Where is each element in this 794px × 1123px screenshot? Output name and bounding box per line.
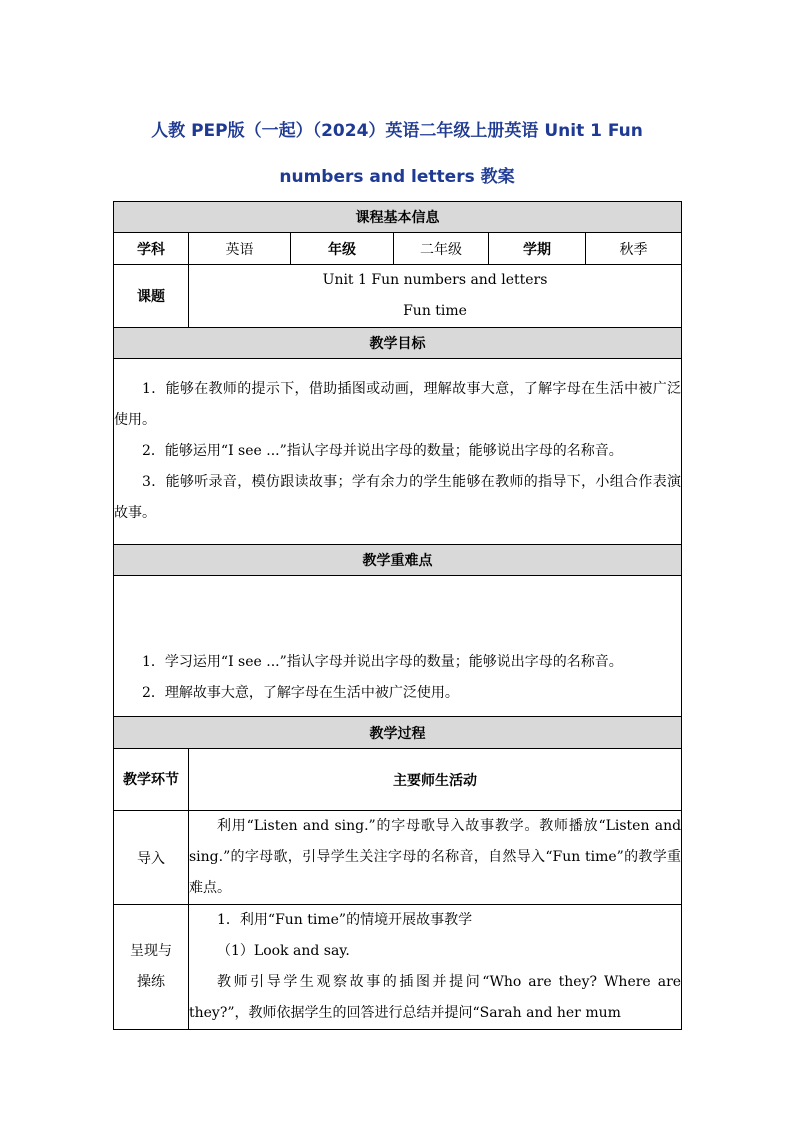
activity-line: 教师引导学生观察故事的插图并提问“Who are they? Where are they?”，教师依据学生的回答进行总结并提问“Sarah and her mum: [189, 974, 682, 1021]
topic-value: [189, 265, 682, 328]
process-header: 教学过程: [114, 717, 682, 749]
key-points-header: 教学重难点: [114, 545, 682, 576]
stage-intro-activity: 利用“Listen and sing.”的字母歌导入故事教学。教师播放“Listen and sing.”的字母歌，引导学生关注字母的名称音，自然导入“Fun time”的教学重难点。: [189, 811, 682, 905]
stage-column-header: 教学环节: [114, 749, 189, 811]
term-value: 秋季: [586, 233, 682, 265]
subject-label: 学科: [114, 233, 189, 265]
objective-item: 3．能够听录音，模仿跟读故事；学有余力的学生能够在教师的指导下，小组合作表演故事。: [114, 474, 682, 521]
objectives-content: [114, 359, 682, 545]
lesson-plan-table: [113, 201, 682, 1030]
key-points-content: [114, 576, 682, 717]
title-line-1: 人教 PEP版（一起）（2024）英语二年级上册英语 Unit 1 Fun: [151, 121, 643, 141]
topic-label: 课题: [114, 265, 189, 328]
topic-line-2: Fun time: [403, 303, 467, 319]
key-point-item: 2．理解故事大意，了解字母在生活中被广泛使用。: [142, 685, 459, 701]
subject-value: 英语: [189, 233, 291, 265]
document-title: [113, 108, 681, 200]
topic-line-1: Unit 1 Fun numbers and letters: [322, 272, 548, 288]
term-label: 学期: [489, 233, 586, 265]
objective-item: 2．能够运用“I see ...”指认字母并说出字母的数量；能够说出字母的名称音。: [142, 443, 623, 459]
activity-line: 1．利用“Fun time”的情境开展故事教学: [217, 912, 473, 928]
objective-item: 1．能够在教师的提示下，借助插图或动画，理解故事大意，了解字母在生活中被广泛使用。: [114, 381, 682, 428]
stage-intro: 导入: [114, 811, 189, 905]
basic-info-header: 课程基本信息: [114, 202, 682, 233]
stage-presentation: 呈现与操练: [114, 905, 189, 1030]
key-point-item: 1．学习运用“I see ...”指认字母并说出字母的数量；能够说出字母的名称音。: [142, 654, 623, 670]
stage-presentation-activity: [189, 905, 682, 1030]
grade-label: 年级: [291, 233, 394, 265]
grade-value: 二年级: [394, 233, 489, 265]
activity-line: （1）Look and say.: [217, 943, 350, 959]
title-line-2: numbers and letters 教案: [279, 167, 515, 187]
activity-column-header: 主要师生活动: [189, 749, 682, 811]
objectives-header: 教学目标: [114, 328, 682, 359]
